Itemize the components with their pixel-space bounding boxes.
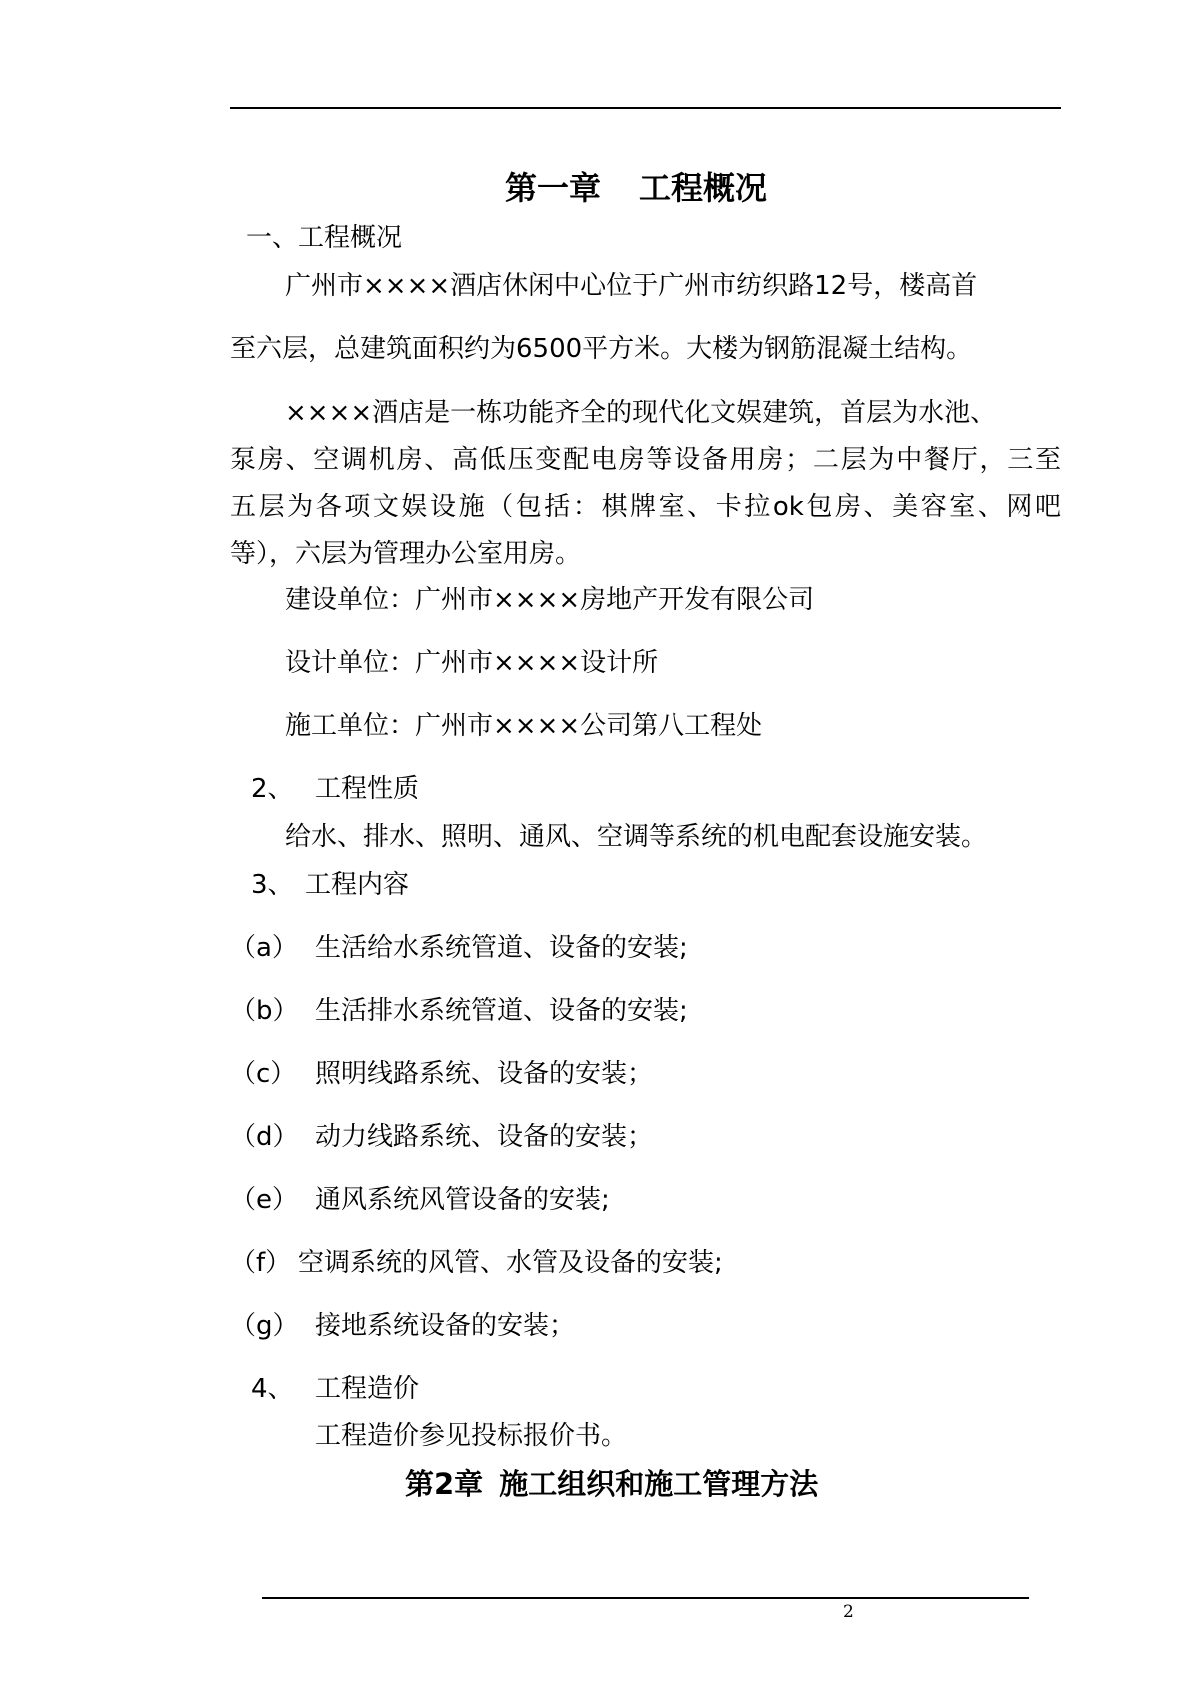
paragraph-2-line-3: 五层为各项文娱设施（包括：棋牌室、卡拉ok包房、美容室、网吧	[230, 492, 1061, 522]
chapter-1-title	[505, 168, 767, 208]
section-4-title: 工程造价	[315, 1374, 420, 1404]
list-item-text: 生活给水系统管道、设备的安装;	[315, 933, 688, 963]
section-3-number: 3、	[251, 870, 294, 900]
list-item	[230, 1121, 653, 1153]
section-1-heading: 一、工程概况	[246, 223, 403, 253]
footer-rule	[262, 1597, 1029, 1599]
list-item	[230, 1310, 575, 1342]
paragraph-2-line-1: ××××酒店是一栋功能齐全的现代化文娱建筑，首层为水池、	[285, 398, 997, 428]
list-item-label: （b）	[230, 996, 299, 1026]
list-item-text: 动力线路系统、设备的安装；	[315, 1122, 654, 1152]
section-4-number: 4、	[251, 1374, 294, 1404]
section-2-number: 2、	[251, 774, 294, 804]
list-item-label: （f）	[230, 1248, 292, 1278]
section-2-heading	[251, 773, 419, 805]
paragraph-2-line-4: 等），六层为管理办公室用房。	[230, 539, 582, 569]
header-rule	[230, 107, 1061, 109]
section-4-text: 工程造价参见投标报价书。	[315, 1421, 628, 1451]
chapter-2-name: 施工组织和施工管理方法	[499, 1467, 819, 1501]
list-item-text: 照明线路系统、设备的安装；	[315, 1059, 654, 1089]
chapter-1-name: 工程概况	[639, 169, 768, 207]
list-item-text: 空调系统的风管、水管及设备的安装;	[298, 1248, 723, 1278]
section-2-title: 工程性质	[315, 774, 420, 804]
list-item-label: （c）	[230, 1059, 297, 1089]
list-item-label: （a）	[230, 933, 298, 963]
list-item-label: （e）	[230, 1185, 298, 1215]
paragraph-2-line-2: 泵房、空调机房、高低压变配电房等设备用房；二层为中餐厅，三至	[230, 445, 1061, 475]
list-item	[230, 1247, 723, 1279]
section-3-title: 工程内容	[305, 870, 410, 900]
list-item	[230, 1184, 610, 1216]
list-item	[230, 932, 688, 964]
section-4-heading	[251, 1373, 419, 1405]
owner-line: 建设单位：广州市××××房地产开发有限公司	[285, 585, 815, 615]
list-item-text: 通风系统风管设备的安装;	[315, 1185, 610, 1215]
page-number: 2	[843, 1602, 854, 1622]
chapter-2-title	[405, 1466, 818, 1502]
paragraph-1-line-2: 至六层，总建筑面积约为6500平方米。大楼为钢筋混凝土结构。	[230, 334, 973, 364]
list-item	[230, 995, 688, 1027]
section-3-heading	[251, 869, 409, 901]
list-item-label: （g）	[230, 1311, 299, 1341]
chapter-2-number: 第2章	[405, 1467, 484, 1501]
chapter-1-number: 第一章	[505, 169, 602, 207]
list-item-label: （d）	[230, 1122, 299, 1152]
list-item-text: 生活排水系统管道、设备的安装;	[315, 996, 688, 1026]
paragraph-1-line-1: 广州市××××酒店休闲中心位于广州市纺织路12号，楼高首	[285, 271, 978, 301]
contractor-line: 施工单位：广州市××××公司第八工程处	[285, 711, 763, 741]
designer-line: 设计单位：广州市××××设计所	[285, 648, 659, 678]
section-2-text: 给水、排水、照明、通风、空调等系统的机电配套设施安装。	[285, 822, 988, 852]
list-item	[230, 1058, 653, 1090]
list-item-text: 接地系统设备的安装；	[315, 1311, 576, 1341]
